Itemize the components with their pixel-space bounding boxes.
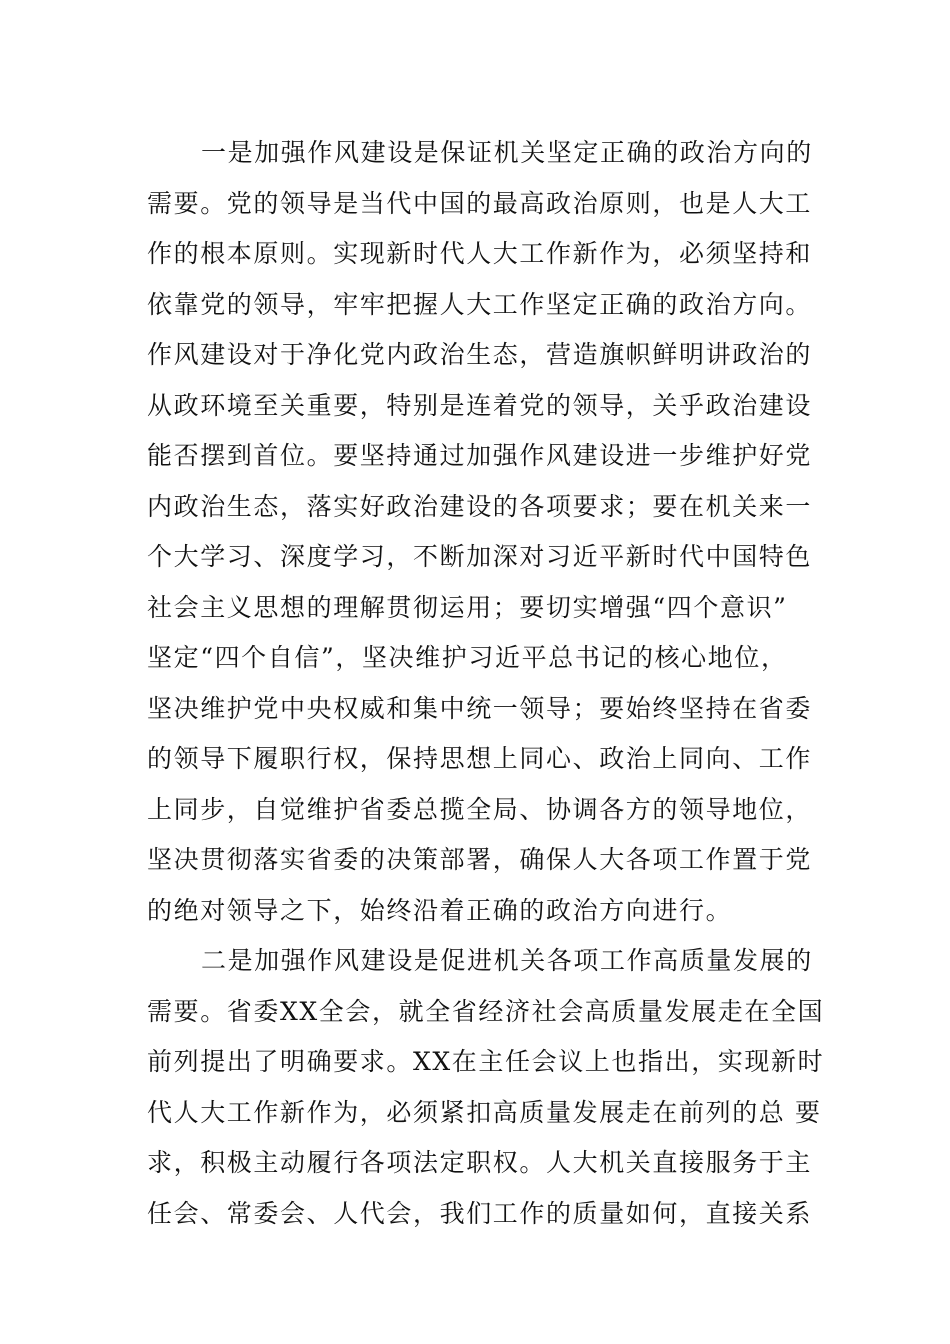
paragraph-line: 能否摆到首位。要坚持通过加强作风建设进一步维护好党 bbox=[147, 441, 813, 470]
paragraph-line: 需要。省委XX全会，就全省经济社会高质量发展走在全国 bbox=[147, 996, 825, 1026]
paragraph-line: 内政治生态，落实好政治建设的各项要求；要在机关来一 bbox=[147, 491, 813, 521]
paragraph-line: 个大学习、深度学习，不断加深对习近平新时代中国特色 bbox=[147, 542, 813, 571]
paragraph-line: 依靠党的领导，牢牢把握人大工作坚定正确的政治方向。 bbox=[147, 289, 813, 319]
paragraph-line: 从政环境至关重要，特别是连着党的领导，关乎政治建设 bbox=[147, 390, 813, 420]
paragraph-line: 求，积极主动履行各项法定职权。人大机关直接服务于主 bbox=[147, 1148, 813, 1177]
paragraph-line: 坚定“四个自信”，坚决维护习近平总书记的核心地位， bbox=[147, 643, 788, 672]
paragraph-line: 坚决贯彻落实省委的决策部署，确保人大各项工作置于党 bbox=[147, 845, 813, 874]
paragraph-line: 二是加强作风建设是促进机关各项工作高质量发展的 bbox=[201, 946, 813, 975]
paragraph-line: 上同步，自觉维护省委总揽全局、协调各方的领导地位， bbox=[147, 794, 813, 824]
paragraph-line: 坚决维护党中央权威和集中统一领导；要始终坚持在省委 bbox=[147, 693, 813, 723]
paragraph-line: 代人大工作新作为，必须紧扣高质量发展走在前列的总 要 bbox=[147, 1097, 822, 1127]
paragraph-2 bbox=[147, 936, 825, 1239]
paragraph-line: 作风建设对于净化党内政治生态，营造旗帜鲜明讲政治的 bbox=[147, 340, 813, 369]
paragraph-1 bbox=[147, 128, 813, 936]
paragraph-line: 前列提出了明确要求。XX在主任会议上也指出，实现新时 bbox=[147, 1047, 825, 1076]
paragraph-line: 作的根本原则。实现新时代人大工作新作为，必须坚持和 bbox=[147, 239, 813, 268]
paragraph-line: 任会、常委会、人代会，我们工作的质量如何，直接关系 bbox=[147, 1198, 813, 1228]
paragraph-line: 的绝对领导之下，始终沿着正确的政治方向进行。 bbox=[147, 895, 733, 925]
paragraph-line: 一是加强作风建设是保证机关坚定正确的政治方向的 bbox=[201, 138, 813, 167]
paragraph-line: 需要。党的领导是当代中国的最高政治原则，也是人大工 bbox=[147, 188, 813, 218]
paragraph-line: 社会主义思想的理解贯彻运用；要切实增强“四个意识” bbox=[147, 592, 788, 622]
document-body bbox=[147, 128, 825, 1239]
paragraph-line: 的领导下履职行权，保持思想上同心、政治上同向、工作 bbox=[147, 744, 813, 773]
